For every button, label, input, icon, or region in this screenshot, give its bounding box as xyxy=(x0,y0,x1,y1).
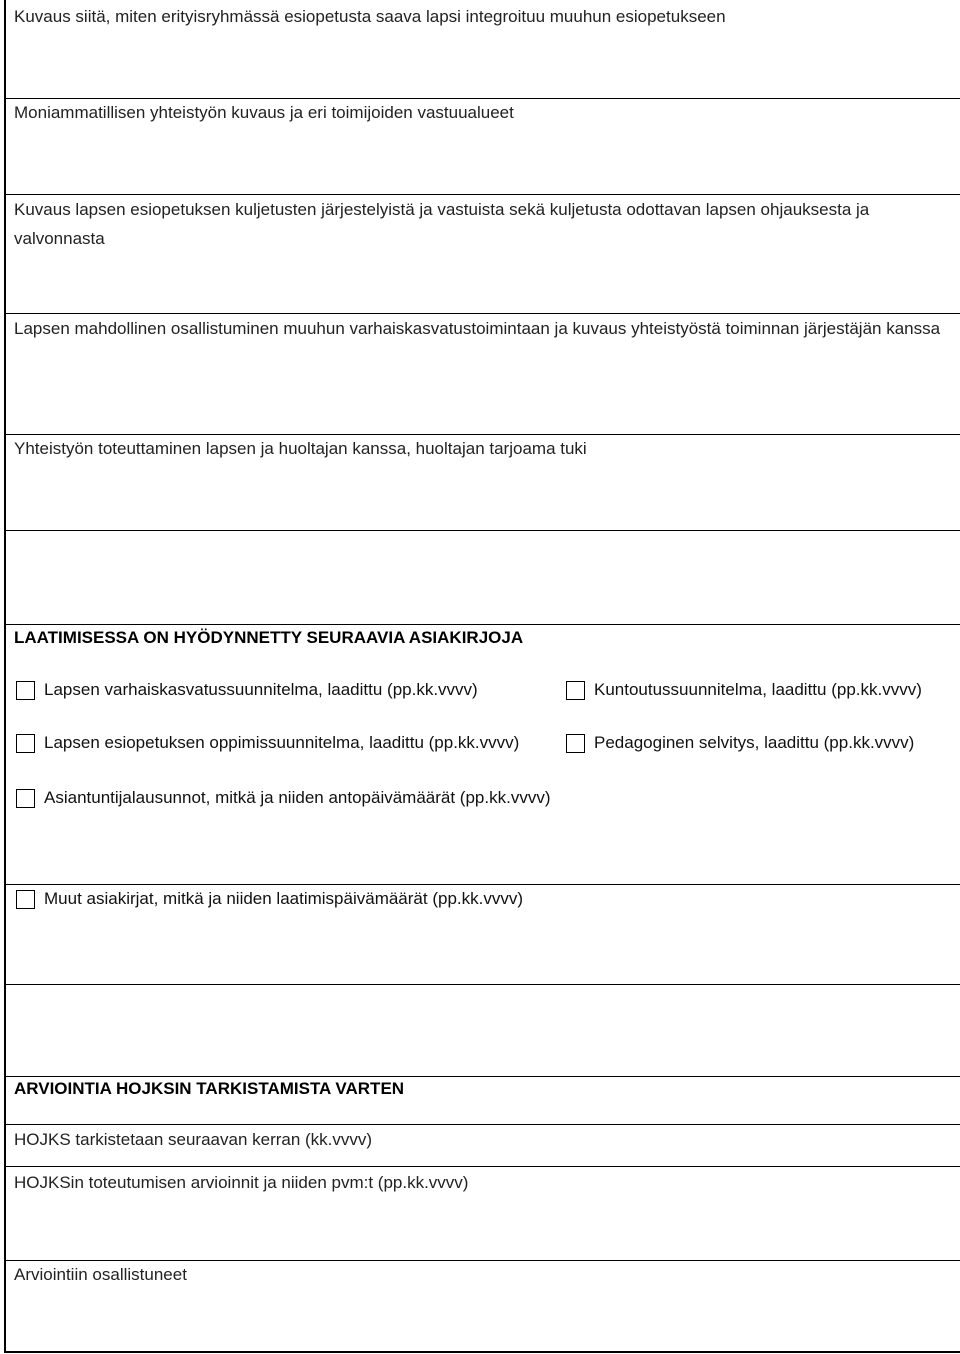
checkbox-row-kuntoutus[interactable] xyxy=(566,680,922,700)
checkbox[interactable] xyxy=(16,734,35,753)
next-check-label: HOJKS tarkistetaan seuraavan kerran (kk.vvvv) xyxy=(14,1130,373,1149)
section-other-ecec-label: Lapsen mahdollinen osallistuminen muuhun varhaiskasvatustoimintaan ja kuvaus yhteistyöstä toiminnan järjestäjän kanssa xyxy=(14,319,941,338)
divider xyxy=(4,884,960,885)
checkbox[interactable] xyxy=(16,789,35,808)
checkbox-label: Kuntoutussuunnitelma, laadittu (pp.kk.vvvv) xyxy=(594,680,922,699)
divider xyxy=(4,1166,960,1167)
checkbox-row-vasu[interactable] xyxy=(16,680,478,700)
participants-label: Arviointiin osallistuneet xyxy=(14,1265,187,1284)
section-multiprofessional-label: Moniammatillisen yhteistyön kuvaus ja eri toimijoiden vastuualueet xyxy=(14,103,514,122)
section-transport-label: Kuvaus lapsen esiopetuksen kuljetusten järjestelyistä ja vastuista sekä kuljetusta odottavan lapsen ohjauksesta ja valvonnasta xyxy=(14,200,870,248)
checkbox-label: Lapsen varhaiskasvatussuunnitelma, laadittu (pp.kk.vvvv) xyxy=(44,680,478,699)
checkbox[interactable] xyxy=(16,681,35,700)
checkbox-row-asiantuntija[interactable] xyxy=(16,788,551,808)
checkbox[interactable] xyxy=(16,890,35,909)
checkbox-label: Pedagoginen selvitys, laadittu (pp.kk.vvvv) xyxy=(594,733,915,752)
checkbox-row-oppimis[interactable] xyxy=(16,733,519,753)
checkbox-row-pedagoginen[interactable] xyxy=(566,733,914,753)
checkbox-label: Lapsen esiopetuksen oppimissuunnitelma, laadittu (pp.kk.vvvv) xyxy=(44,733,520,752)
checkbox-row-muut[interactable] xyxy=(16,889,523,909)
checkbox-label: Asiantuntijalausunnot, mitkä ja niiden antopäivämäärät (pp.kk.vvvv) xyxy=(44,788,551,807)
section-integration-label: Kuvaus siitä, miten erityisryhmässä esiopetusta saava lapsi integroituu muuhun esiopetukseen xyxy=(14,7,726,26)
section-guardian-cooperation-label: Yhteistyön toteuttaminen lapsen ja huoltajan kanssa, huoltajan tarjoama tuki xyxy=(14,439,587,458)
divider xyxy=(4,530,960,531)
checkbox[interactable] xyxy=(566,681,585,700)
divider xyxy=(4,1076,960,1077)
checkbox-label: Muut asiakirjat, mitkä ja niiden laatimispäivämäärät (pp.kk.vvvv) xyxy=(44,889,524,908)
divider xyxy=(4,624,960,625)
divider xyxy=(4,984,960,985)
documents-heading: LAATIMISESSA ON HYÖDYNNETTY SEURAAVIA ASIAKIRJOJA xyxy=(14,628,524,647)
evaluation-heading: ARVIOINTIA HOJKSIN TARKISTAMISTA VARTEN xyxy=(14,1079,405,1098)
checkbox[interactable] xyxy=(566,734,585,753)
evaluations-label: HOJKSin toteutumisen arvioinnit ja niiden pvm:t (pp.kk.vvvv) xyxy=(14,1173,469,1192)
